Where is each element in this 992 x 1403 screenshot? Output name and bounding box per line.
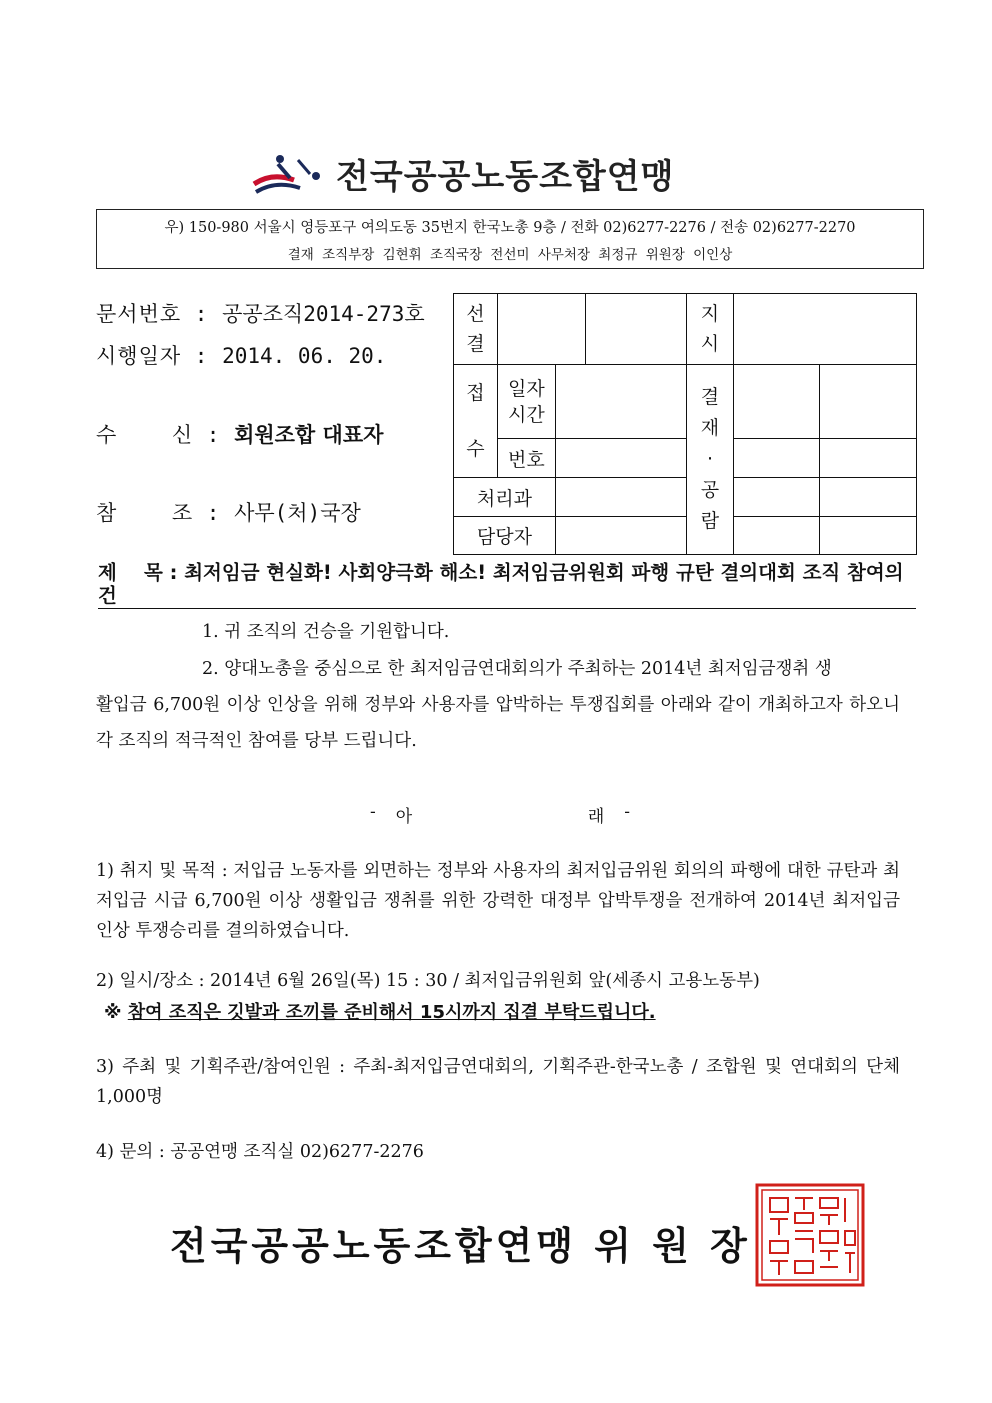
subject-text: 최저임금 현실화! 사회양극화 해소! 최저임금위원회 파행 규탄 결의대회 조직 참여의 건: [98, 561, 904, 607]
gyeoljae-cell-4b: [820, 517, 917, 555]
notice-mark: ※: [104, 1002, 128, 1023]
item-3: 3) 주최 및 기획주관/참여인원 : 주최-최저입금연대회의, 기획주관-한국노총 / 조합원 및 연대회의 단체 1,000명: [96, 1057, 900, 1107]
date-value: 2014. 06. 20.: [222, 344, 387, 368]
jisi-label: 지 시: [686, 294, 734, 365]
letterhead: [250, 148, 750, 198]
reference-value: 사무(처)국장: [234, 501, 361, 525]
approval-table: [453, 293, 917, 555]
item-2: 2) 일시/장소 : 2014년 6월 26일(목) 15 : 30 / 최저입금위원회 앞(세종시 고용노동부): [96, 971, 760, 991]
address-line: 우) 150-980 서울시 영등포구 여의도동 35번지 한국노총 9층 / 전화 02)6277-2276 / 전송 02)6277-2270: [164, 220, 856, 236]
gyeoljae-cell-2b: [820, 439, 917, 478]
official-seal-icon: [755, 1183, 865, 1287]
reference-label: 참 조 :: [96, 501, 235, 525]
paragraph-2-first: 2. 양대노총을 중심으로 한 최저임금연대회의가 주최하는 2014년 최저임금쟁취 생: [202, 659, 832, 679]
doc-number-row: [96, 298, 425, 328]
recipient-row: [96, 419, 383, 449]
cheorigwa-cell: [555, 478, 686, 517]
item-4: 4) 문의 : 공공연맹 조직실 02)6277-2276: [96, 1142, 424, 1162]
beonho-cell: [555, 439, 686, 478]
reference-row: [96, 497, 361, 527]
recipient-label: 수 신 :: [96, 423, 235, 447]
doc-number-label: 문서번호 :: [96, 302, 223, 326]
gyeoljae-cell-3a: [734, 478, 820, 517]
seongyeol-cell-1: [497, 294, 585, 365]
damdangja-cell: [555, 517, 686, 555]
gyeoljae-cell-1a: [734, 365, 820, 439]
gyeoljae-cell-4a: [734, 517, 820, 555]
cheorigwa-label: 처리과: [454, 478, 556, 517]
recipient-value: 회원조합 대표자: [234, 423, 384, 447]
date-row: [96, 340, 386, 370]
address-box: [96, 209, 924, 269]
beonho-label: 번호: [497, 439, 555, 478]
approval-signers: 결재 조직부장 김현휘 조직국장 전선미 사무처장 최정규 위원장 이인상: [287, 247, 733, 263]
gyeoljae-cell-1b: [820, 365, 917, 439]
gyeoljae-gongram-label: 결 재 · 공 람: [686, 365, 734, 555]
seongyeol-label: 선 결: [454, 294, 498, 365]
notice-text: 참여 조직은 깃발과 조끼를 준비해서 15시까지 집결 부탁드립니다.: [127, 1002, 656, 1023]
jeopsu-label: 접 수: [454, 365, 498, 478]
jisi-cell: [734, 294, 917, 365]
footer-signature: 전국공공노동조합연맹 위 원 장: [170, 1224, 751, 1268]
seongyeol-cell-2: [585, 294, 686, 365]
ilja-sigan-label: 일자 시간: [497, 365, 555, 439]
doc-number: 공공조직2014-273호: [222, 302, 425, 326]
notice: [104, 998, 656, 1024]
gyeoljae-cell-3b: [820, 478, 917, 517]
paragraph-1: 1. 귀 조직의 건승을 기원합니다.: [202, 622, 450, 642]
damdangja-label: 담당자: [454, 517, 556, 555]
paragraph-2-rest: 활입금 6,700원 이상 인상을 위해 정부와 사용자를 압박하는 투쟁집회를 아래와 같이 개최하고자 하오니 각 조직의 적극적인 참여를 당부 드립니다.: [96, 695, 900, 751]
subject-label: 제 목 :: [98, 561, 185, 584]
union-logo-icon: [250, 150, 328, 196]
subject: [98, 561, 916, 609]
date-label: 시행일자 :: [96, 344, 223, 368]
item-1: 1) 취지 및 목적 : 저입금 노동자를 외면하는 정부와 사용자의 최저입금위원 회의의 파행에 대한 규탄과 최저입금 시급 6,700원 이상 생활입금 쟁취를 위한 강력한 대정부 압박투쟁을 전개하여 2014년 최저입금 인상 투쟁승리를 결의하였습니다.: [96, 861, 900, 941]
below-heading: - 아 래 -: [370, 802, 630, 827]
ilja-sigan-cell: [555, 365, 686, 439]
org-name: 전국공공노동조합연맹: [336, 156, 675, 197]
gyeoljae-cell-2a: [734, 439, 820, 478]
